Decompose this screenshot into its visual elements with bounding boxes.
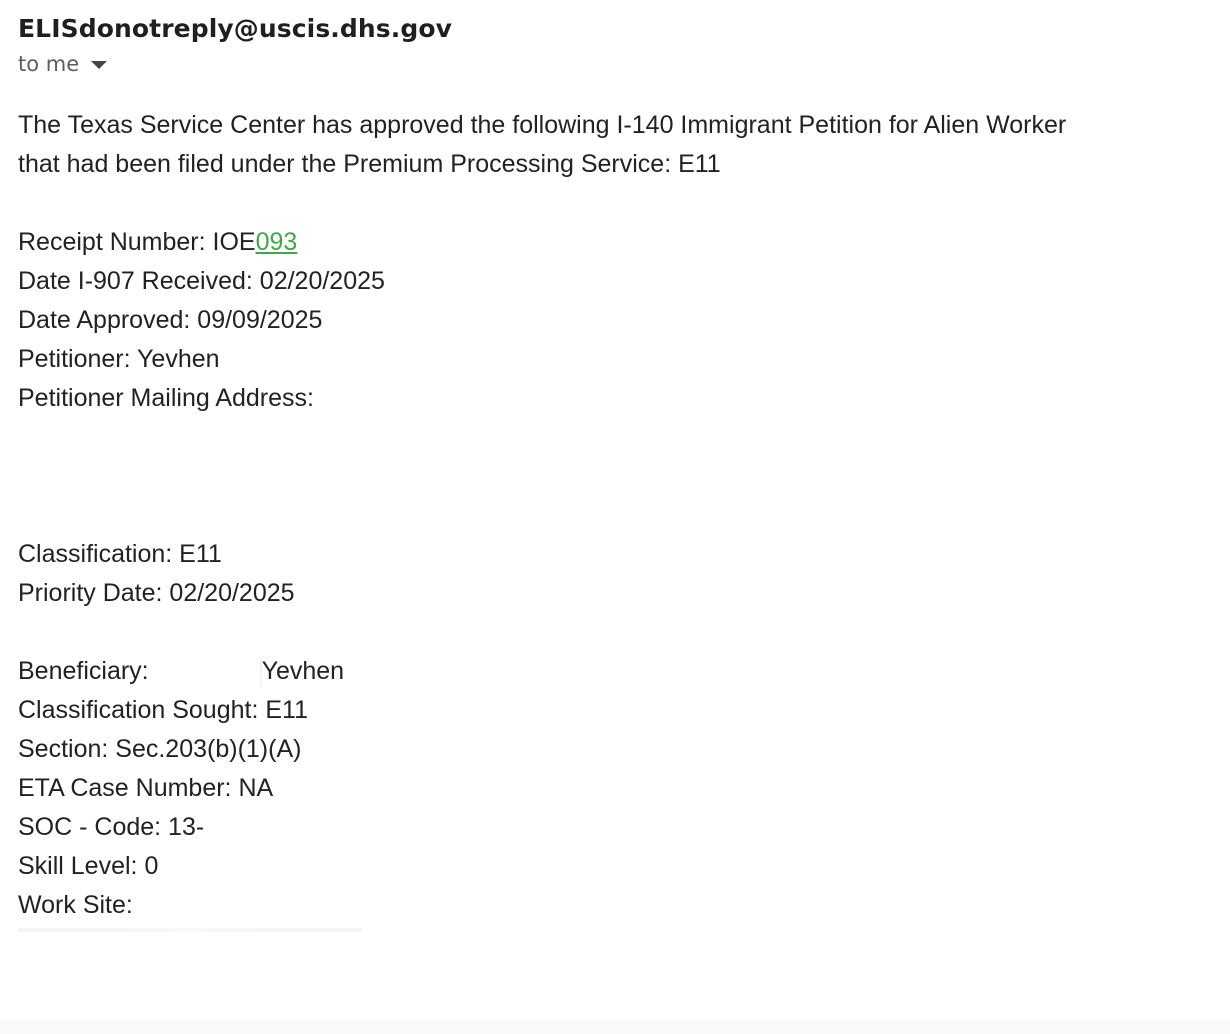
date-approved: Date Approved: 09/09/2025 <box>18 306 323 334</box>
petitioner-line: Petitioner: Yevhen <box>18 345 220 373</box>
chevron-down-icon[interactable] <box>91 61 107 69</box>
sender-address[interactable]: ELISdonotreply@uscis.dhs.gov <box>18 14 453 43</box>
priority-date-line: Priority Date: 02/20/2025 <box>18 579 295 607</box>
work-site-line: Work Site: <box>18 891 133 919</box>
recipient-details-toggle[interactable] <box>18 52 452 76</box>
beneficiary-label: Beneficiary: <box>18 657 149 685</box>
classification-line: Classification: E11 <box>18 540 222 568</box>
recipient-label: to me <box>18 52 80 76</box>
eta-case-number-line: ETA Case Number: NA <box>18 774 274 802</box>
bottom-edge <box>0 1020 1230 1034</box>
redacted-address-line-3 <box>18 496 1198 535</box>
email-header <box>18 12 452 76</box>
date-i907-received: Date I-907 Received: 02/20/2025 <box>18 267 385 295</box>
receipt-number-line <box>18 223 1198 262</box>
redacted-address-line-2 <box>18 457 1198 496</box>
beneficiary-name: Yevhen <box>261 657 345 685</box>
blank-line <box>18 613 1198 652</box>
soc-code-line: SOC - Code: 13- <box>18 813 205 841</box>
redacted-address-line-1 <box>18 418 1198 457</box>
redaction-block <box>156 657 262 687</box>
section-line: Section: Sec.203(b)(1)(A) <box>18 735 302 763</box>
beneficiary-line <box>18 652 1198 691</box>
receipt-number-link[interactable]: 093 <box>255 228 298 256</box>
classification-sought-line: Classification Sought: E11 <box>18 696 308 724</box>
intro-line-2: that had been filed under the Premium Processing Service: E11 <box>18 150 721 178</box>
redacted-work-site-remnant <box>18 928 362 932</box>
intro-line-1: The Texas Service Center has approved the following I-140 Immigrant Petition for Alien Worker <box>18 111 1067 139</box>
blank-line <box>18 184 1198 223</box>
petitioner-mailing-address: Petitioner Mailing Address: <box>18 384 314 412</box>
receipt-number-label: Receipt Number: IOE <box>18 228 256 256</box>
skill-level-line: Skill Level: 0 <box>18 852 159 880</box>
email-body <box>18 106 1198 925</box>
